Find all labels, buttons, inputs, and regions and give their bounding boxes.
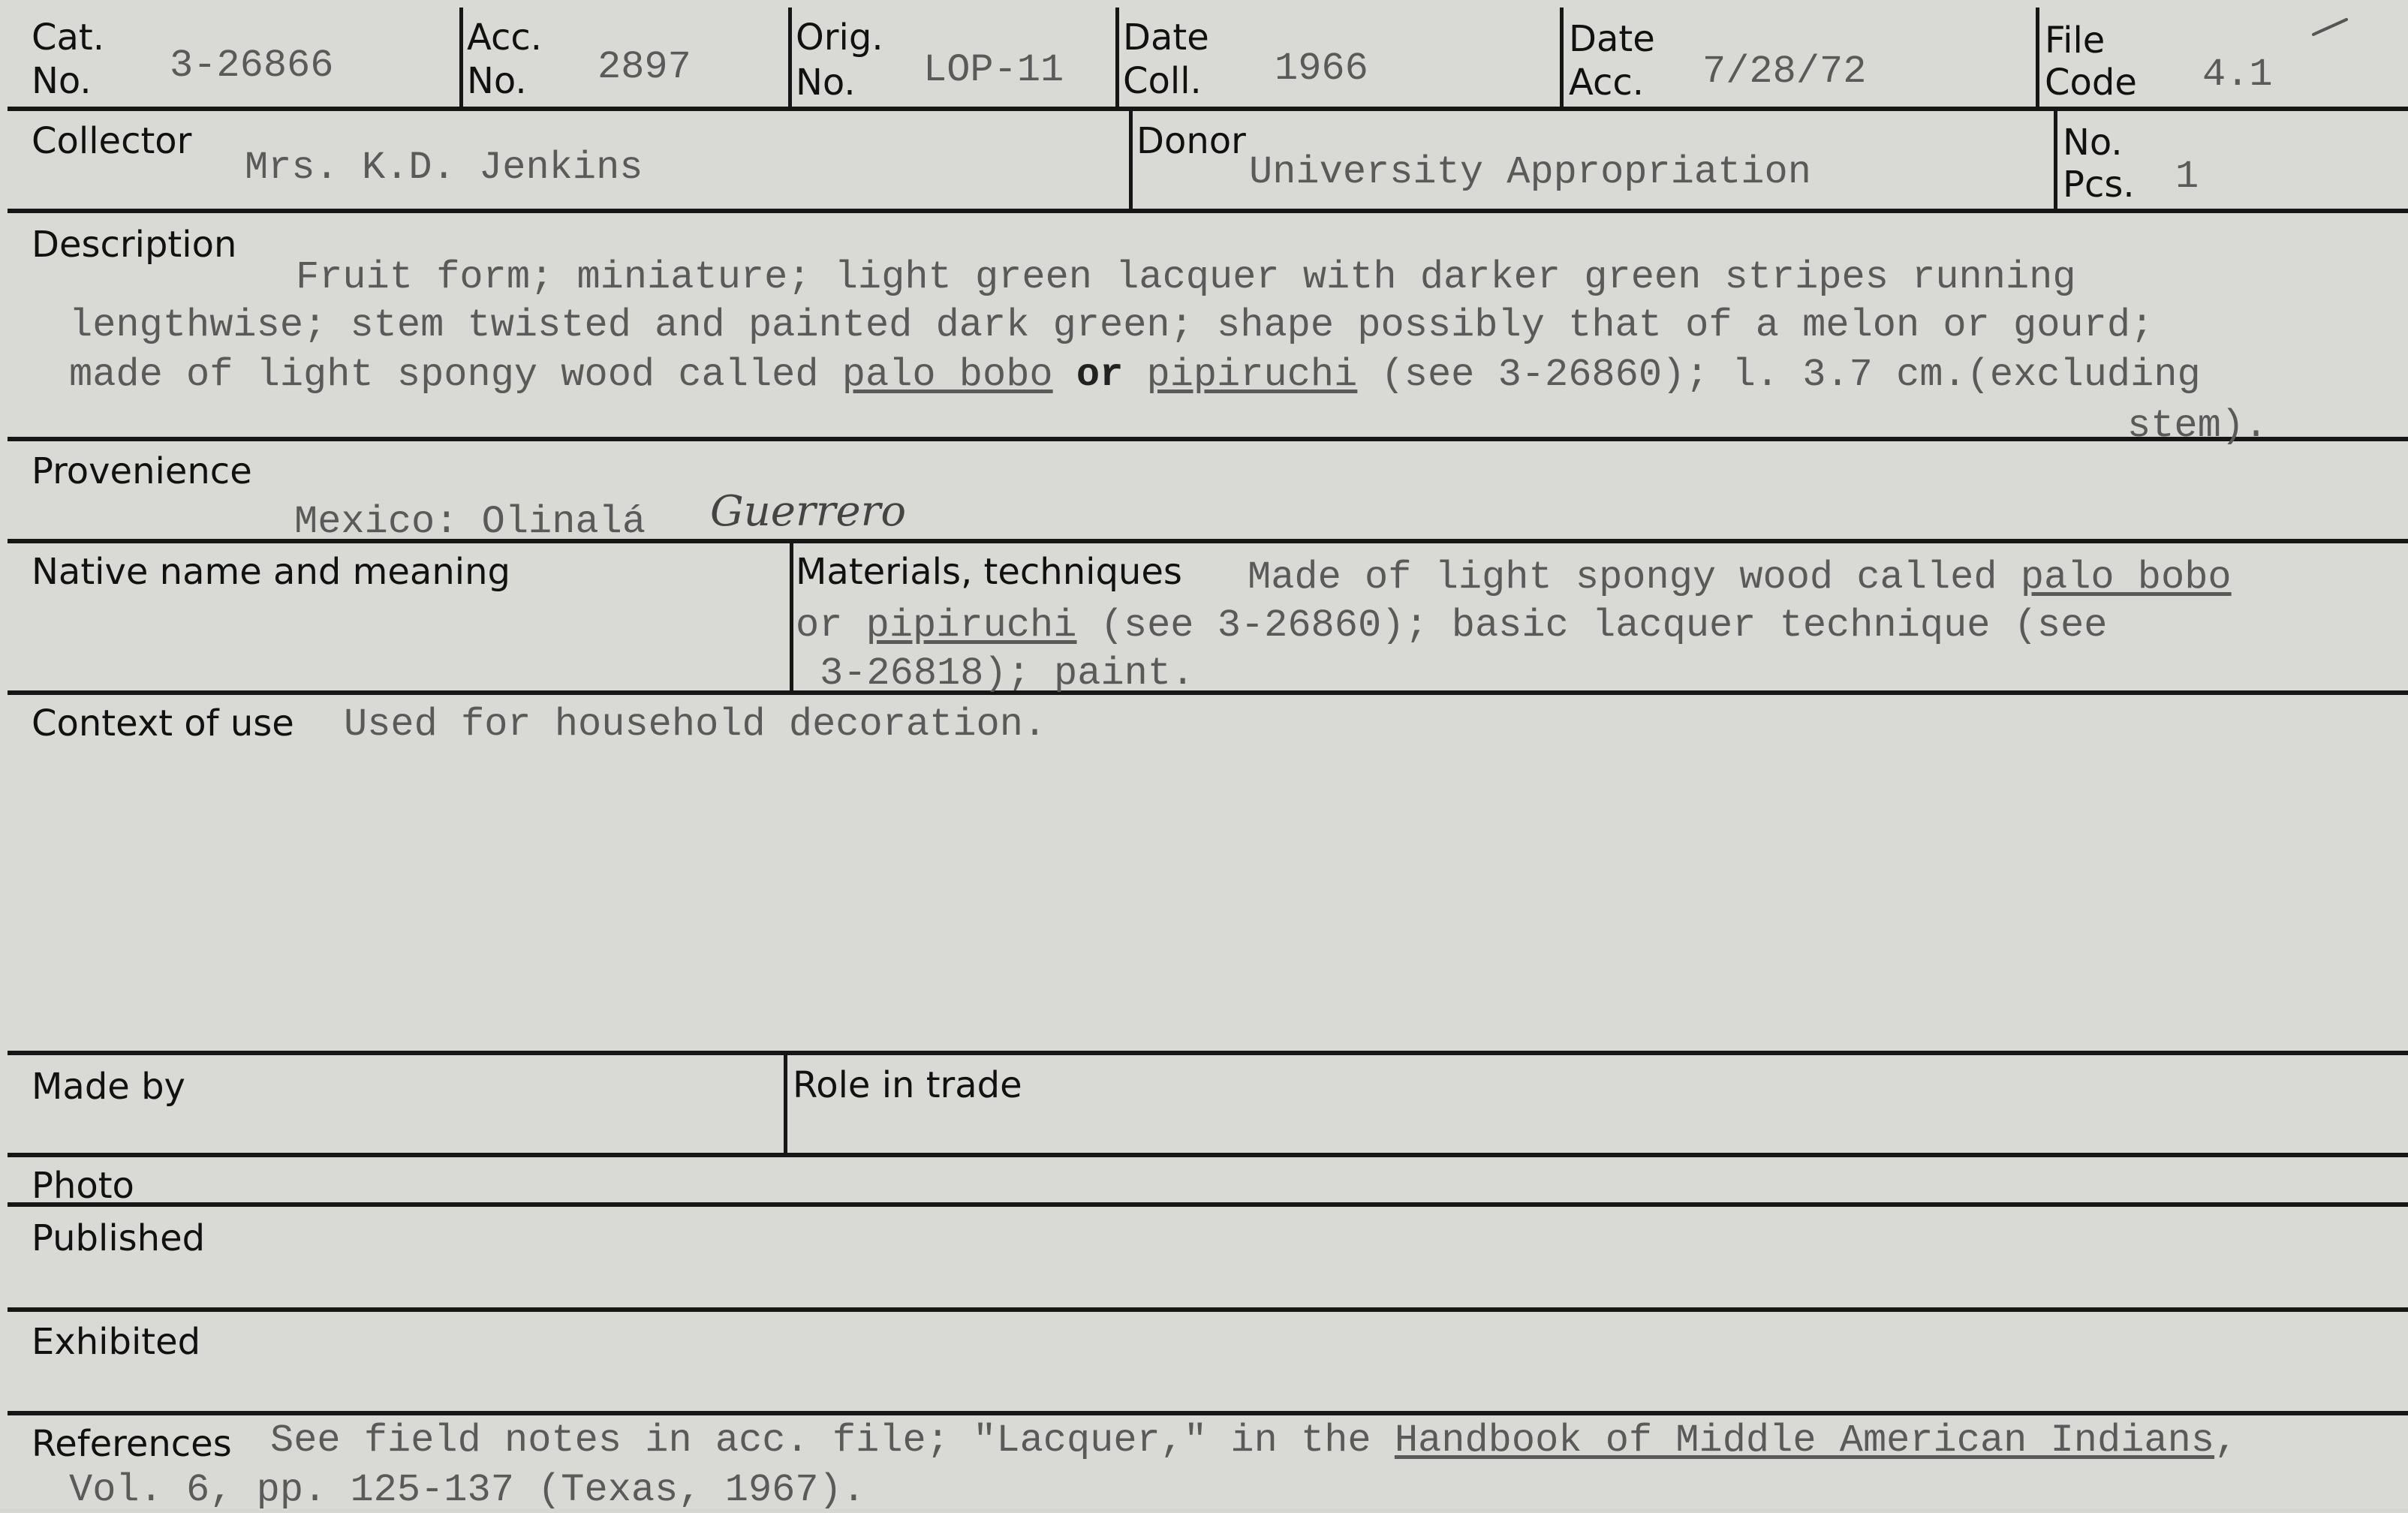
orig-no-value: LOP-11 bbox=[923, 48, 1064, 92]
cat-no-value: 3-26866 bbox=[170, 44, 334, 88]
date-acc-value: 7/28/72 bbox=[1702, 50, 1867, 94]
rule-v-madeby-role bbox=[784, 1052, 787, 1154]
date-coll-value: 1966 bbox=[1275, 47, 1368, 91]
references-line-1-start: See field notes in acc. file; "Lacquer," in the bbox=[270, 1418, 1395, 1463]
description-line-4: stem). bbox=[2127, 404, 2268, 448]
rule-photo-bottom bbox=[8, 1202, 2408, 1207]
collector-value: Mrs. K.D. Jenkins bbox=[245, 146, 643, 190]
photo-label: Photo bbox=[32, 1165, 134, 1207]
description-line-2: lengthwise; stem twisted and painted dark green; shape possibly that of a melon or gourd; bbox=[69, 303, 2154, 347]
description-line-3-start: made of light spongy wood called bbox=[69, 353, 842, 397]
description-word-or: or bbox=[1076, 353, 1124, 397]
rule-v-datecoll-dateacc bbox=[1560, 8, 1564, 108]
rule-native-bottom bbox=[8, 690, 2408, 695]
acc-no-value: 2897 bbox=[597, 45, 691, 89]
no-pcs-label-line1: No. bbox=[2063, 122, 2123, 164]
materials-line-2 bbox=[796, 603, 2108, 648]
materials-label: Materials, techniques bbox=[796, 551, 1182, 593]
provenience-handwritten: Guerrero bbox=[710, 487, 907, 536]
rule-exhibited-bottom bbox=[8, 1411, 2408, 1415]
context-label: Context of use bbox=[32, 702, 294, 744]
rule-description-bottom bbox=[8, 437, 2408, 441]
context-value: Used for household decoration. bbox=[344, 702, 1047, 747]
acc-no-label-line1: Acc. bbox=[467, 17, 543, 59]
date-coll-label-line1: Date bbox=[1123, 17, 1209, 59]
description-line-3 bbox=[69, 353, 2201, 398]
materials-line-2-end: (see 3-26860); basic lacquer technique (see bbox=[1076, 603, 2108, 648]
file-code-label-line2: Code bbox=[2045, 62, 2137, 104]
date-coll-label-line2: Coll. bbox=[1123, 60, 1202, 102]
references-label: References bbox=[32, 1423, 232, 1465]
file-code-value: 4.1 bbox=[2202, 53, 2273, 97]
file-code-label-line1: File bbox=[2045, 20, 2105, 62]
references-handbook-title: Handbook of Middle American Indians bbox=[1394, 1418, 2215, 1463]
materials-line-1-start: Made of light spongy wood called bbox=[1248, 555, 2021, 600]
rule-row1-bottom bbox=[8, 107, 2408, 111]
rule-v-orig-datecoll bbox=[1115, 8, 1119, 108]
materials-term-pipiruchi: pipiruchi bbox=[865, 603, 1077, 648]
role-in-trade-label: Role in trade bbox=[793, 1064, 1022, 1106]
materials-line-3: 3-26818); paint. bbox=[820, 651, 1195, 696]
materials-term-palo-bobo: palo bobo bbox=[2020, 555, 2232, 600]
rule-madeby-bottom bbox=[8, 1153, 2408, 1157]
references-line-1-end: , bbox=[2214, 1418, 2238, 1463]
description-term-palo-bobo: palo bobo bbox=[841, 353, 1053, 397]
donor-value: University Appropriation bbox=[1249, 150, 1811, 194]
made-by-label: Made by bbox=[32, 1066, 185, 1108]
materials-line-1 bbox=[1248, 555, 2232, 600]
references-line-2: Vol. 6, pp. 125-137 (Texas, 1967). bbox=[69, 1468, 865, 1512]
cat-no-label-line1: Cat. bbox=[32, 17, 105, 59]
date-acc-label-line2: Acc. bbox=[1569, 62, 1645, 104]
date-acc-label-line1: Date bbox=[1569, 18, 1655, 60]
rule-v-cat-acc bbox=[459, 8, 463, 108]
orig-no-label-line1: Orig. bbox=[796, 17, 883, 59]
rule-v-native-materials bbox=[790, 540, 793, 692]
no-pcs-value: 1 bbox=[2175, 155, 2199, 199]
provenience-label: Provenience bbox=[32, 450, 252, 492]
native-name-label: Native name and meaning bbox=[32, 551, 510, 593]
orig-no-label-line2: No. bbox=[796, 62, 856, 104]
rule-row2-bottom bbox=[8, 209, 2408, 213]
rule-v-collector-donor bbox=[1129, 108, 1133, 210]
cat-no-label-line2: No. bbox=[32, 60, 92, 102]
rule-v-dateacc-file bbox=[2036, 8, 2039, 108]
description-line-3-end: (see 3-26860); l. 3.7 cm.(excluding bbox=[1357, 353, 2201, 397]
acc-no-label-line2: No. bbox=[467, 60, 527, 102]
references-line-1 bbox=[270, 1418, 2238, 1463]
collector-label: Collector bbox=[32, 120, 192, 162]
provenience-value: Mexico: Olinalá bbox=[294, 500, 646, 544]
published-label: Published bbox=[32, 1217, 206, 1259]
rule-context-bottom bbox=[8, 1051, 2408, 1055]
materials-line-2-start: or bbox=[796, 603, 866, 648]
description-label: Description bbox=[32, 224, 237, 266]
description-term-pipiruchi: pipiruchi bbox=[1146, 353, 1358, 397]
rule-v-acc-orig bbox=[788, 8, 792, 108]
description-line-1: Fruit form; miniature; light green lacquer with darker green stripes running bbox=[296, 255, 2076, 299]
exhibited-label: Exhibited bbox=[32, 1321, 201, 1363]
donor-label: Donor bbox=[1136, 120, 1246, 162]
rule-published-bottom bbox=[8, 1307, 2408, 1312]
rule-v-donor-pcs bbox=[2054, 108, 2057, 210]
check-mark-icon bbox=[2312, 15, 2349, 45]
no-pcs-label-line2: Pcs. bbox=[2063, 164, 2135, 206]
